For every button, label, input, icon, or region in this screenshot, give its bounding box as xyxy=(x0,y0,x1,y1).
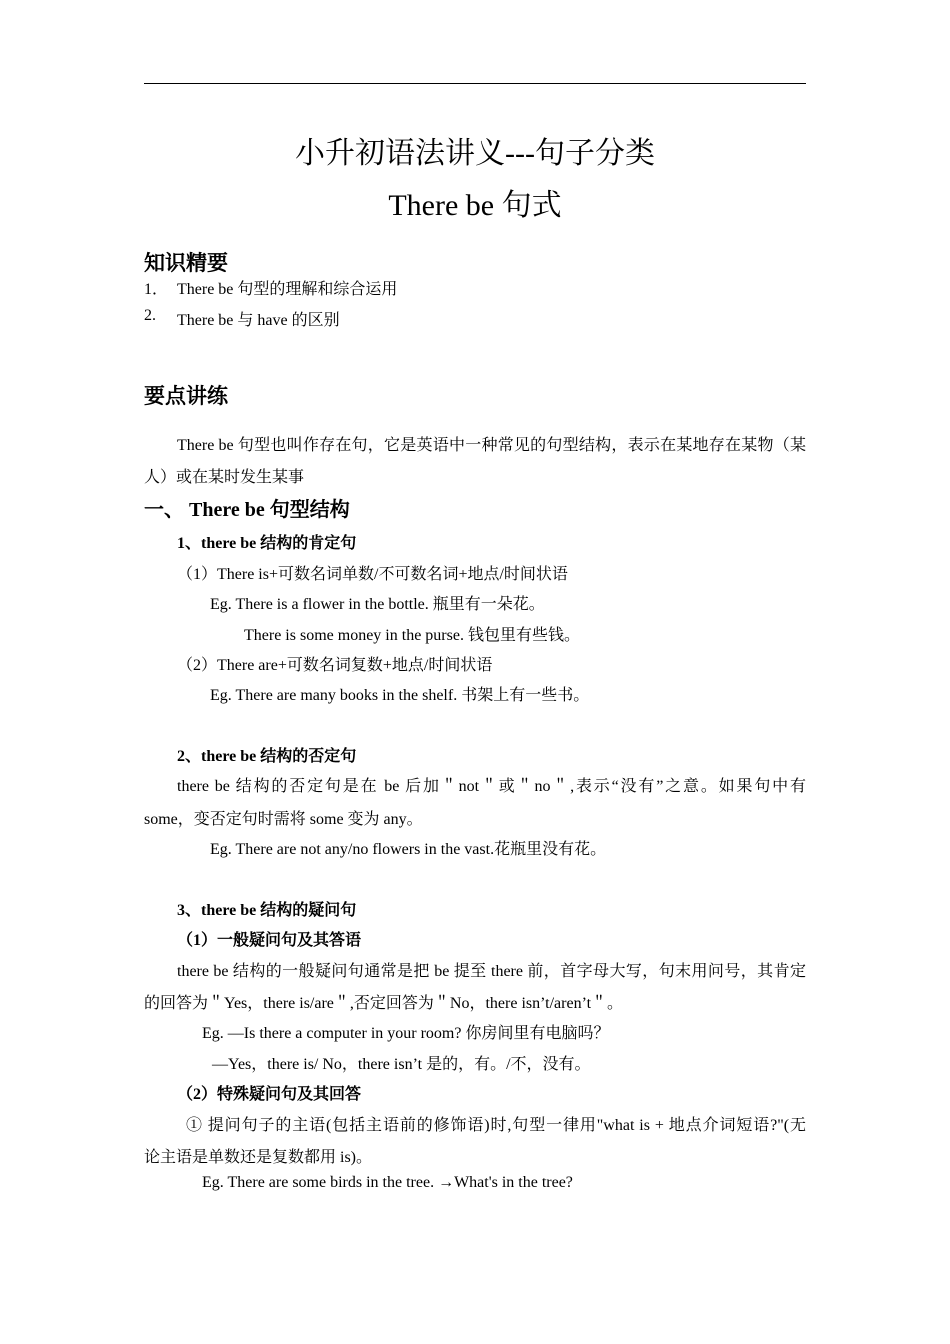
intro-line-2: 人）或在某时发生某事 xyxy=(144,469,305,486)
sub2-heading: 2、there be 结构的否定句 xyxy=(177,748,357,765)
sub3-part2-para-line-2: 论主语是单数还是复数都用 is)。 xyxy=(144,1149,373,1166)
sub1-heading: 1、there be 结构的肯定句 xyxy=(177,535,357,552)
sub3-part1-eg1: Eg. —Is there a computer in your room? 你房间里有电脑吗？ xyxy=(202,1025,610,1042)
sub3-part2-heading: （2）特殊疑问句及其回答 xyxy=(177,1086,362,1103)
sub3-part1-heading: （1）一般疑问句及其答语 xyxy=(177,932,362,949)
sub1-rule1: （1）There is+可数名词单数/不可数名词+地点/时间状语 xyxy=(177,566,568,583)
header-rule xyxy=(144,83,806,84)
sub2-para-line-1: there be 结构的否定句是在 be 后加＂not＂或＂no＂,表示“没有”之意。如果句中有 xyxy=(177,778,806,795)
knowledge-heading: 知识精要 xyxy=(144,251,228,275)
knowledge-item-2: There be 与 have 的区别 xyxy=(177,312,340,329)
sub3-part2-eg: Eg. There are some birds in the tree. →What's in the tree? xyxy=(202,1174,573,1191)
sub3-heading: 3、there be 结构的疑问句 xyxy=(177,902,357,919)
sub3-part1-para-line-2: 的回答为＂Yes，there is/are＂,否定回答为＂No，there isn’t/aren’t＂。 xyxy=(144,995,624,1012)
sub1-rule2: （2）There are+可数名词复数+地点/时间状语 xyxy=(177,657,493,674)
doc-subtitle: There be 句式 xyxy=(388,189,562,222)
doc-title: 小升初语法讲义---句子分类 xyxy=(295,137,655,170)
knowledge-item-1: There be 句型的理解和综合运用 xyxy=(177,281,398,298)
knowledge-item-2-num: 2. xyxy=(144,307,156,324)
sub3-part2-para-line-1: ① 提问句子的主语(包括主语前的修饰语)时,句型一律用"what is + 地点介词短语?"(无 xyxy=(186,1117,806,1134)
sub2-eg: Eg. There are not any/no flowers in the vast.花瓶里没有花。 xyxy=(210,841,607,858)
sub3-part1-para-line-1: there be 结构的一般疑问句通常是把 be 提至 there 前，首字母大写，句末用问号，其肯定 xyxy=(177,963,806,980)
knowledge-item-1-num: 1． xyxy=(144,281,169,298)
section1-heading: 一、 There be 句型结构 xyxy=(144,499,350,521)
sub2-para-line-2: some，变否定句时需将 some 变为 any。 xyxy=(144,811,423,828)
sub1-eg1b: There is some money in the purse. 钱包里有些钱。 xyxy=(244,627,580,644)
sub3-part1-eg2: —Yes，there is/ No，there isn’t 是的，有。/不，没有。 xyxy=(212,1056,591,1073)
sub1-eg1: Eg. There is a flower in the bottle. 瓶里有一朵花。 xyxy=(210,596,545,613)
points-heading: 要点讲练 xyxy=(144,384,228,408)
sub1-eg2: Eg. There are many books in the shelf. 书架上有一些书。 xyxy=(210,687,590,704)
intro-line-1: There be 句型也叫作存在句，它是英语中一种常见的句型结构，表示在某地存在某物（某 xyxy=(177,437,806,454)
